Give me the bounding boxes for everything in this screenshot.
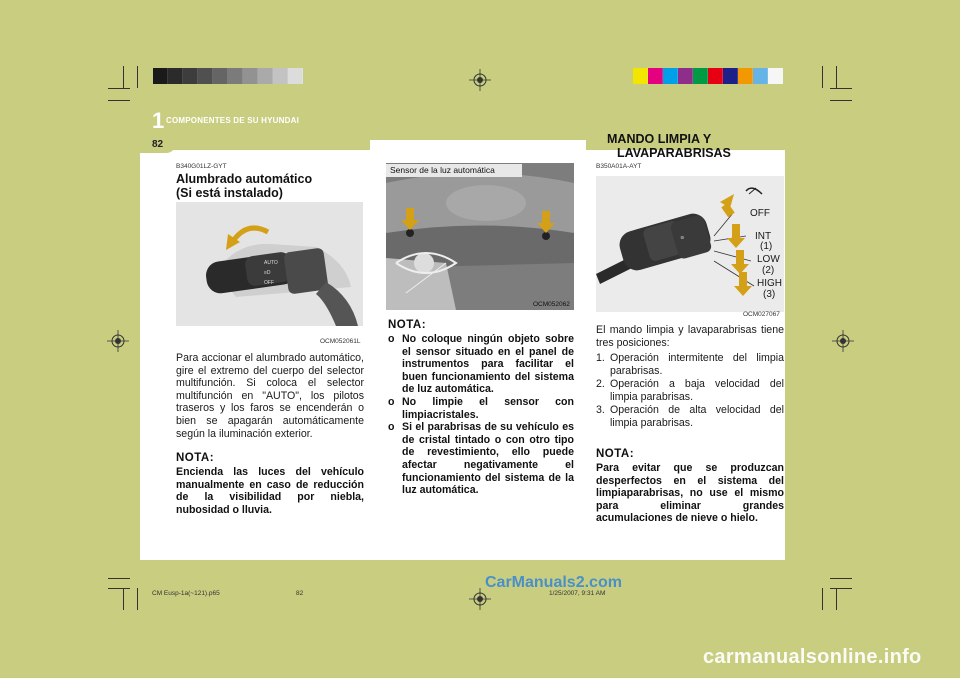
crop-mark <box>137 588 138 610</box>
crop-mark <box>137 66 138 88</box>
color-swatch <box>153 68 168 84</box>
chapter-title: COMPONENTES DE SU HYUNDAI <box>166 116 300 125</box>
list-number: 3. <box>596 404 605 417</box>
wiper-switch-illustration <box>596 176 784 312</box>
color-swatch <box>198 68 213 84</box>
page-number: 82 <box>152 139 164 150</box>
wiper-label-off: OFF <box>750 208 770 219</box>
figure-caption: OCM052061L <box>320 338 361 345</box>
color-swatch <box>678 68 693 84</box>
crop-mark <box>830 588 852 589</box>
list-item-text: No coloque ningún objeto sobre el sensor situado en el panel de instrumentos para facilitar el buen funcionamiento del sistema de luz automática. <box>402 333 574 396</box>
color-swatch <box>213 68 228 84</box>
footer-page-number: 82 <box>296 590 304 597</box>
color-swatch <box>168 68 183 84</box>
section-title-line: LAVAPARABRISAS <box>617 146 731 160</box>
note-label: NOTA: <box>596 448 635 460</box>
svg-text:AUTO: AUTO <box>264 260 278 266</box>
color-swatch <box>663 68 678 84</box>
bullet: o <box>388 421 395 434</box>
svg-text:≡D: ≡D <box>264 270 271 276</box>
dashboard-sensor-illustration <box>386 163 574 310</box>
note-text: Encienda las luces del vehículo manualmente en caso de reducción de la visibilidad por niebla, nubosidad o lluvia. <box>176 466 364 516</box>
list-item-text: Operación a baja velocidad del limpia parabrisas. <box>610 378 784 403</box>
color-swatch <box>243 68 258 84</box>
chapter-number: 1 <box>152 108 165 133</box>
body-paragraph: El mando limpia y lavaparabrisas tiene tres posiciones: <box>596 324 784 349</box>
headlight-switch-figure <box>176 202 363 326</box>
note-text: Para evitar que se produzcan desperfectos en el sistema del limpiaparabrisas, no use el mismo para eliminar grandes acumulaciones de nieve o hielo. <box>596 462 784 525</box>
crop-mark <box>108 588 130 589</box>
color-swatch <box>768 68 783 84</box>
note-list <box>388 333 574 497</box>
color-swatch <box>258 68 273 84</box>
list-item <box>596 404 784 429</box>
wiper-label-int-number: (1) <box>760 241 773 252</box>
registration-mark-icon <box>469 69 491 91</box>
wiper-label-low-number: (2) <box>762 265 775 276</box>
list-item-text: Operación de alta velocidad del limpia parabrisas. <box>610 404 784 429</box>
watermark-carmanuals2: CarManuals2.com <box>485 574 622 591</box>
wiper-label-high: HIGH <box>757 278 782 289</box>
svg-text:≋: ≋ <box>679 234 686 242</box>
watermark-carmanualsonline: carmanualsonline.info <box>703 646 922 668</box>
crop-mark <box>830 100 852 101</box>
registration-mark-icon <box>107 330 129 352</box>
color-swatch <box>228 68 243 84</box>
section-code: B340G01LZ-GYT <box>176 163 227 170</box>
crop-mark <box>830 578 852 579</box>
section-title-line: Alumbrado automático <box>176 172 313 186</box>
wiper-label-int: INT <box>755 231 772 242</box>
crop-mark <box>830 88 852 89</box>
section-title <box>176 172 312 200</box>
wiper-label-low: LOW <box>757 254 780 265</box>
figure-caption: OCM027067 <box>743 311 780 318</box>
color-swatch <box>183 68 198 84</box>
list-number: 1. <box>596 352 605 364</box>
color-swatch <box>753 68 768 84</box>
list-item <box>596 352 784 377</box>
sensor-figure-label: Sensor de la luz automática <box>386 164 522 177</box>
multifunction-switch-illustration <box>176 202 363 326</box>
color-swatch <box>288 68 303 84</box>
svg-text:OFF: OFF <box>264 280 274 286</box>
wiper-label-high-number: (3) <box>763 289 776 300</box>
bullet: o <box>388 333 395 345</box>
color-swatch <box>633 68 648 84</box>
color-swatch <box>273 68 288 84</box>
crop-mark <box>822 588 823 610</box>
color-swatch <box>738 68 753 84</box>
list-number: 2. <box>596 378 605 391</box>
section-code: B350A01A-AYT <box>596 163 642 170</box>
crop-mark <box>123 66 124 88</box>
grayscale-color-bar <box>153 68 303 84</box>
crop-mark <box>822 66 823 88</box>
color-swatch <box>693 68 708 84</box>
list-item <box>388 333 574 396</box>
crop-mark <box>108 578 130 579</box>
figure-caption: OCM052062 <box>533 301 570 308</box>
color-swatch <box>648 68 663 84</box>
note-label: NOTA: <box>176 452 215 464</box>
list-item-text: Operación intermitente del limpia parabrisas. <box>610 352 784 377</box>
footer-date: 1/25/2007, 9:31 AM <box>549 590 606 597</box>
process-color-bar <box>633 68 783 84</box>
footer-file-name: CM Eusp-1a(~121).p65 <box>152 590 220 597</box>
bullet: o <box>388 395 395 408</box>
list-item-text: Si el parabrisas de su vehículo es de cristal tintado o con otro tipo de revestimiento, ello puede afectar negativamente el funcionamiento del sistema de la luz automática. <box>402 421 574 497</box>
registration-mark-icon <box>832 330 854 352</box>
positions-list <box>596 352 784 431</box>
section-title-line: MANDO LIMPIA Y <box>607 132 712 146</box>
list-item-text: No limpie el sensor con limpiacristales. <box>402 395 574 421</box>
list-item <box>388 421 574 497</box>
crop-mark <box>108 88 130 89</box>
crop-mark <box>836 588 837 610</box>
note-label: NOTA: <box>388 319 427 331</box>
crop-mark <box>123 588 124 610</box>
section-title <box>607 132 731 160</box>
crop-mark <box>108 100 130 101</box>
sensor-figure <box>386 163 574 310</box>
list-item <box>388 396 574 421</box>
section-title-line: (Si está instalado) <box>176 186 283 200</box>
wiper-switch-figure <box>596 176 784 312</box>
body-paragraph: Para accionar el alumbrado automático, gire el extremo del cuerpo del selector multifunción. Si coloca el selector multifunción en "AUTO", los pilotos traseros y los faros se encenderán o bien se apagarán automáticamente según la iluminación exterior. <box>176 352 364 440</box>
crop-mark <box>836 66 837 88</box>
color-swatch <box>708 68 723 84</box>
list-item <box>596 378 784 403</box>
color-swatch <box>723 68 738 84</box>
